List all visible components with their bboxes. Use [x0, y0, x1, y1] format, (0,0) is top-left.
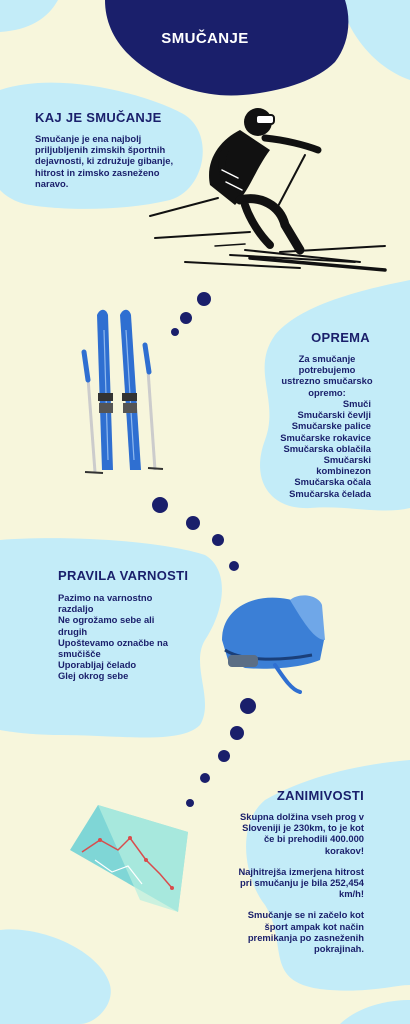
- intro-heading: KAJ JE SMUČANJE: [35, 110, 162, 125]
- helmet-illustration: [222, 595, 325, 692]
- safety-rule: Glej okrog sebe: [58, 670, 129, 682]
- facts-heading: ZANIMIVOSTI: [276, 788, 364, 803]
- ski-map-illustration: [70, 805, 188, 912]
- fact-item: Smučanje se ni začelo kot šport ampak kot način premikanja po zasneženih pokrajinah.: [247, 909, 364, 955]
- safety-rules-list: [58, 592, 183, 682]
- equipment-item: Smučarska oblačila: [283, 442, 371, 454]
- equipment-item: Smučarska čelada: [289, 487, 371, 499]
- safety-rule: Uporabljaj čelado: [58, 659, 137, 671]
- equipment-item: Smučarski čevlji: [297, 409, 371, 421]
- safety-rule: Pazimo na varnostno razdaljo: [58, 592, 153, 615]
- facts-list: [232, 811, 364, 964]
- equipment-list: [268, 398, 371, 499]
- skis-illustration: [84, 310, 163, 473]
- fact-item: Skupna dolžina vseh prog v Sloveniji je 230km, to je kot če bi prehodili 400.000 korakov!: [240, 811, 364, 856]
- page-title: SMUČANJE: [161, 30, 249, 47]
- equipment-heading: OPREMA: [311, 330, 370, 345]
- safety-rule: Ne ogrožamo sebe ali drugih: [58, 614, 155, 637]
- equipment-item: Smučarska očala: [294, 476, 371, 488]
- fact-item: Najhitrejša izmerjena hitrost pri smučanju je bila 252,454 km/h!: [238, 865, 364, 900]
- equipment-item: Smuči: [342, 398, 371, 409]
- equipment-item: Smučarske rokavice: [280, 431, 371, 443]
- equipment-intro: Za smučanje potrebujemo ustrezno smučarsko opremo:: [281, 353, 373, 398]
- safety-heading: PRAVILA VARNOSTI: [58, 568, 189, 583]
- safety-rule: Upoštevamo označbe na smučišče: [58, 636, 168, 660]
- equipment-item: Smučarski kombinezon: [316, 454, 371, 477]
- intro-text: Smučanje je ena najbolj priljubljenih zimskih športnih dejavnosti, ki združuje gibanje, hitrost in zimsko zasneženo naravo.: [35, 133, 174, 189]
- equipment-item: Smučarske palice: [291, 420, 371, 432]
